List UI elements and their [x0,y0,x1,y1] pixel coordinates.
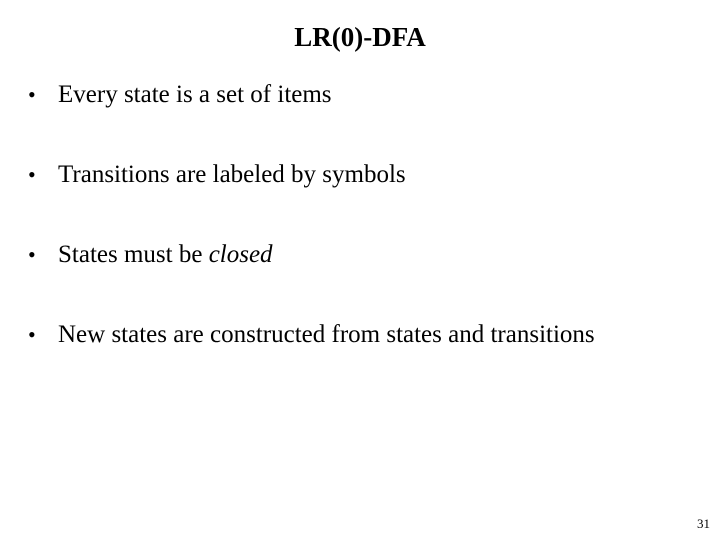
page-number: 31 [697,516,710,531]
bullet-text: Every state is a set of items [58,81,332,108]
bullet-icon: • [28,82,36,107]
bullet-item [28,238,698,272]
bullet-item [28,158,698,192]
bullet-text: New states are constructed from states and transitions [58,321,595,348]
bullet-item [28,318,698,352]
bullet-text: States must be [58,241,209,268]
bullet-item [28,78,698,112]
bullet-icon: • [28,162,36,187]
bullet-icon: • [28,322,36,347]
slide-title: LR(0)-DFA [294,22,426,52]
bullet-text: Transitions are labeled by symbols [58,161,406,188]
bullet-emphasis-text: closed [208,241,273,268]
bullet-icon: • [28,242,36,267]
